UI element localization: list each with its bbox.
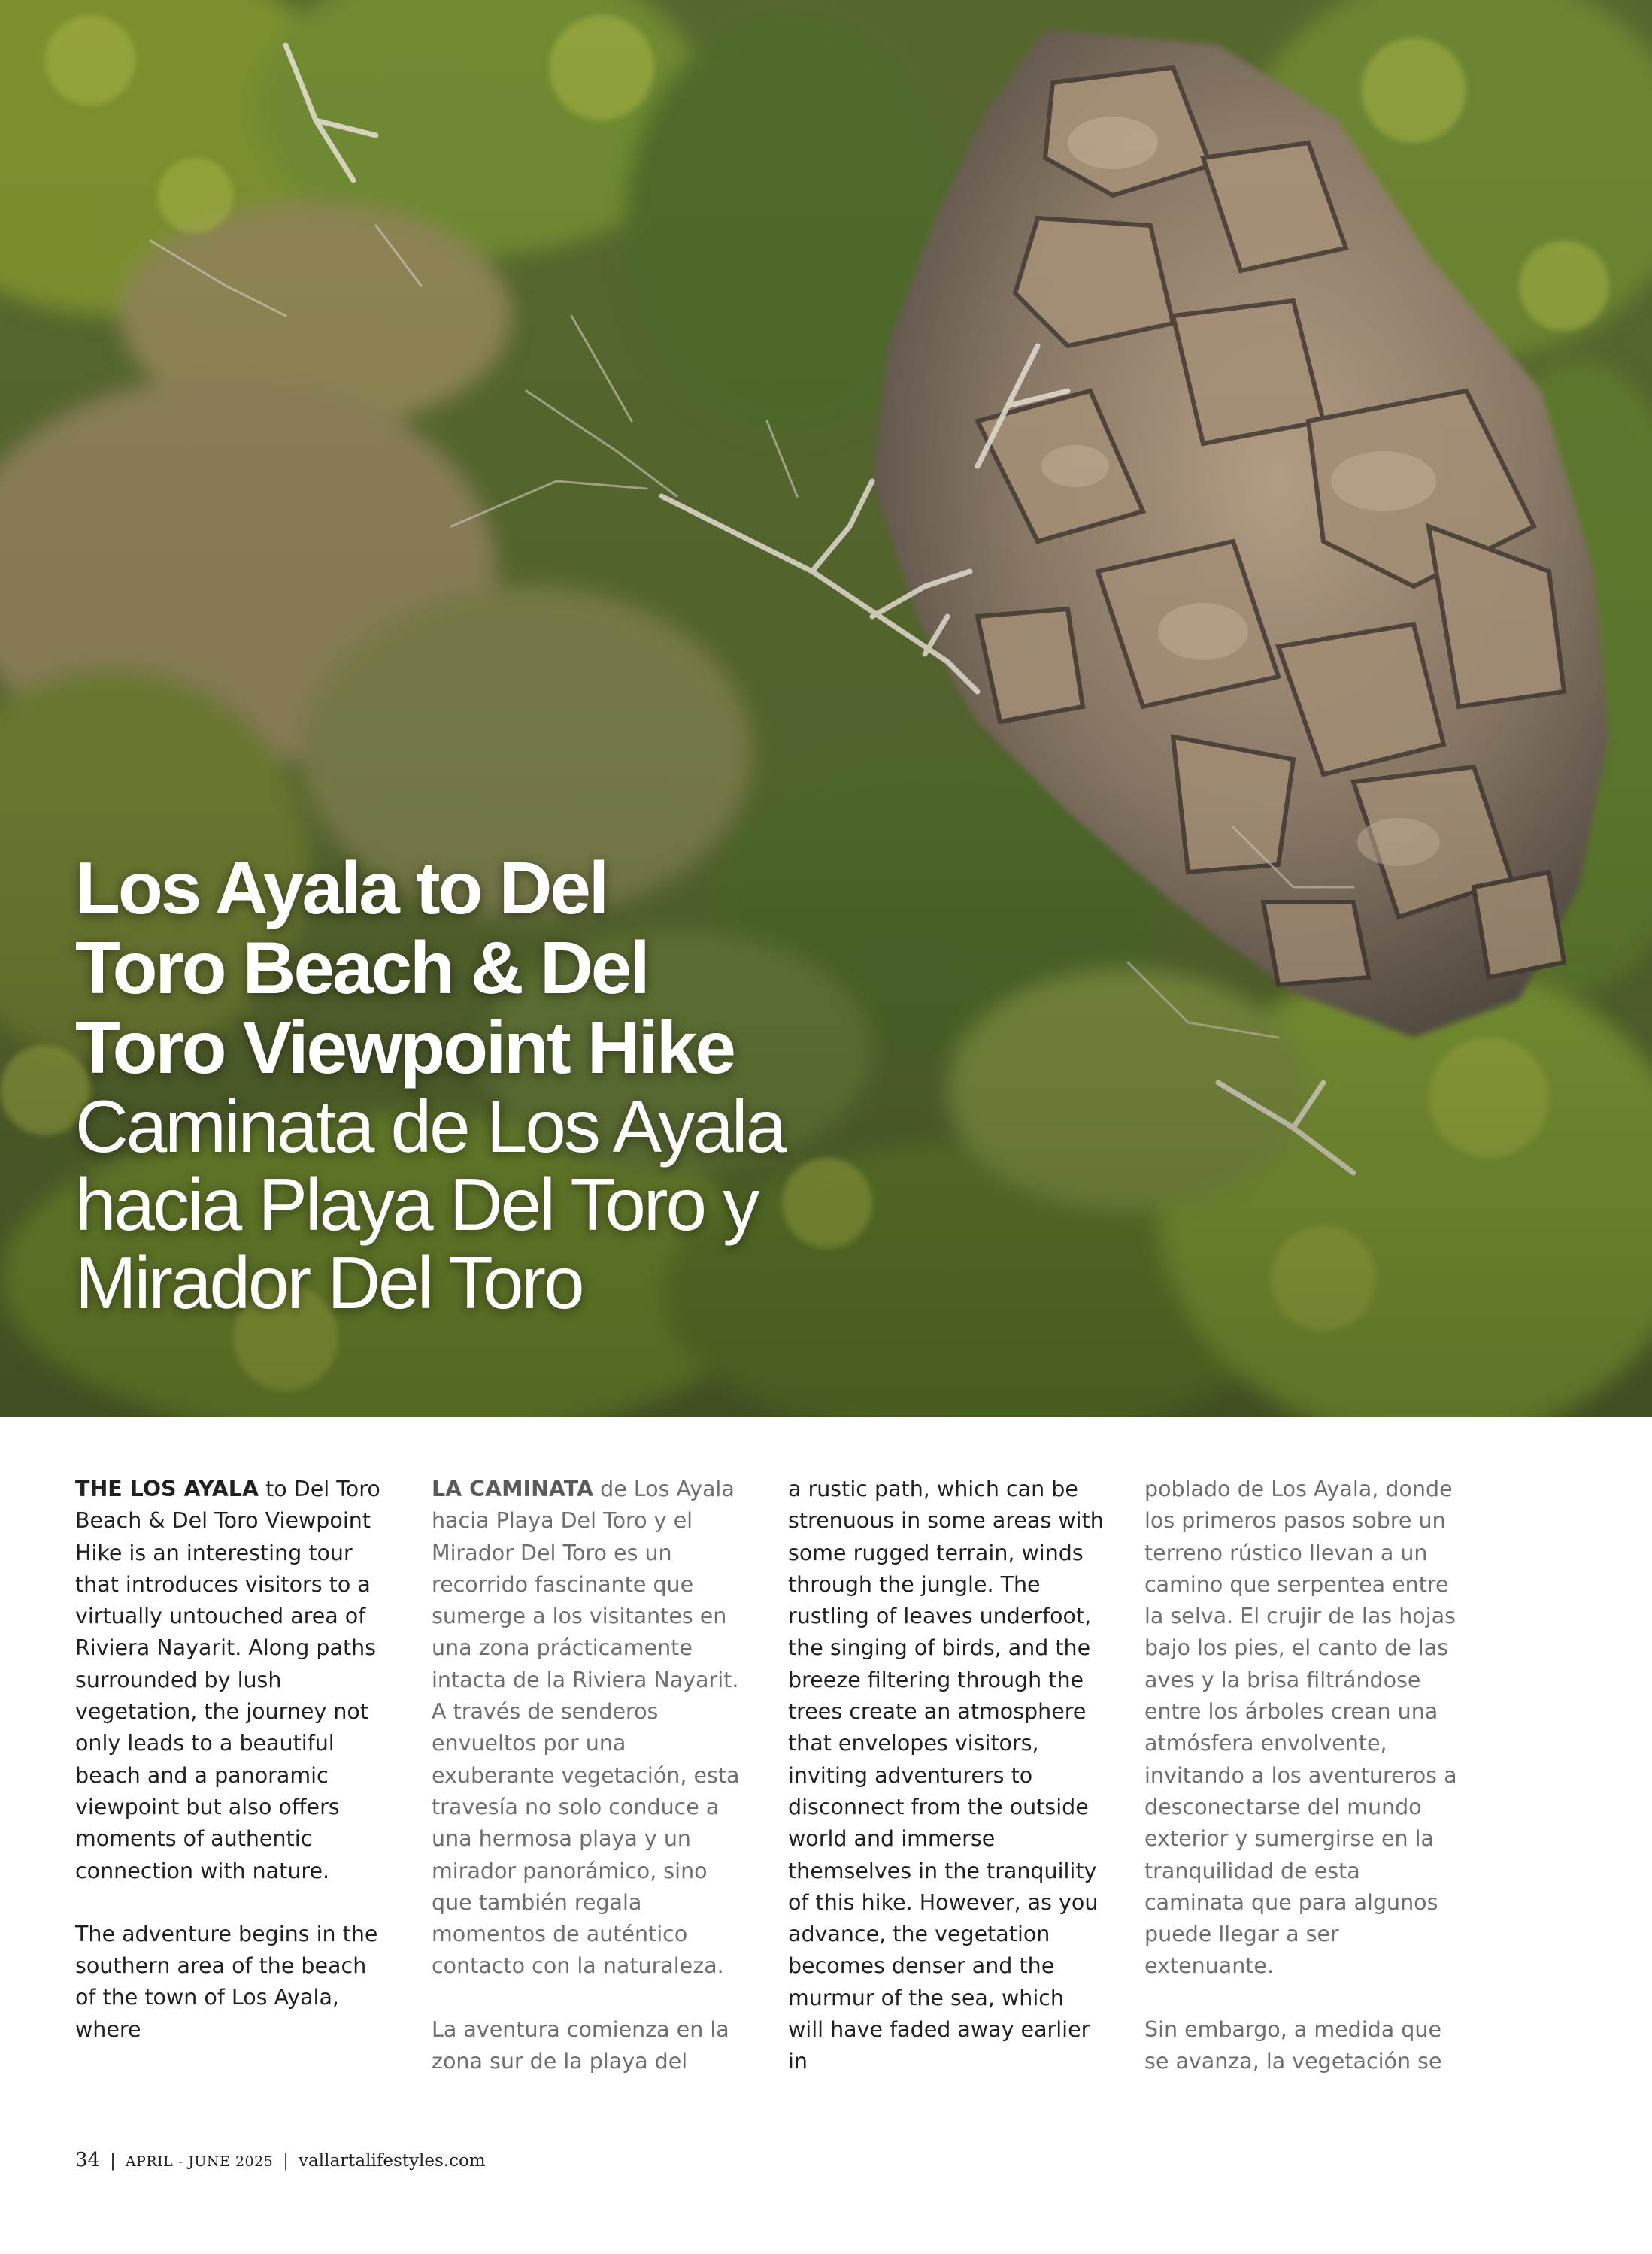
website-link[interactable]: vallartalifestyles.com	[299, 2151, 486, 2171]
paragraph-text: La aventura comienza en la zona sur de la playa del	[432, 2016, 729, 2074]
page-footer	[75, 2149, 486, 2171]
text-column-spanish-1	[432, 1474, 747, 2077]
paragraph-text: to Del Toro Beach & Del Toro Viewpoint Hike is an interesting tour that introduces visitors to a virtually untouched area of Riviera Nayarit. Along paths surrounded by lush vegetation, the journey not only leads to a beautiful beach and a panoramic viewpoint but also offers moments of authentic connection with nature.	[75, 1477, 380, 1883]
headline	[75, 848, 887, 1322]
paragraph-text: The adventure begins in the southern area of the beach of the town of Los Ayala, where	[75, 1921, 378, 2042]
title-es-line: Mirador Del Toro	[75, 1241, 583, 1324]
paragraph-text: a rustic path, which can be strenuous in some areas with some rugged terrain, winds through the jungle. The rustling of leaves underfoot, the singing of birds, and the breeze filtering through the trees create an atmosphere that envelopes visitors, inviting adventurers to disconnect from the outside world and immerse themselves in the tranquility of this hike. However, as you advance, the vegetation becomes denser and the murmur of the sea, which will have faded away earlier in	[788, 1477, 1104, 2074]
footer-separator: |	[283, 2151, 289, 2171]
title-es-line: Caminata de Los Ayala	[75, 1085, 785, 1168]
title-english	[75, 848, 887, 1087]
text-column-english-1	[75, 1474, 391, 2046]
paragraph-text: de Los Ayala hacia Playa Del Toro y el Mirador Del Toro es un recorrido fascinante que sumerge a los visitantes en una zona prácticamente intacta de la Riviera Nayarit. A través de senderos envueltos por una exuberante vegetación, esta travesía no solo conduce a una hermosa playa y un mirador panorámico, sino que también regala momentos de auténtico contacto con la naturaleza.	[432, 1477, 740, 1979]
paragraph	[432, 2014, 747, 2078]
paragraph-text: poblado de Los Ayala, donde los primeros pasos sobre un terreno rústico llevan a un camino que serpentea entre la selva. El crujir de las hojas bajo los pies, el canto de las aves y la brisa filtrándose entre los árboles crean una atmósfera envolvente, invitando a los aventureros a desconectarse del mundo exterior y sumergirse en la tranquilidad de esta caminata que para algunos puede llegar a ser extenuante.	[1144, 1477, 1457, 1979]
page-number: 34	[75, 2149, 101, 2171]
paragraph	[432, 1474, 747, 1983]
lead-in: LA CAMINATA	[432, 1477, 594, 1501]
title-en-line: Los Ayala to Del	[75, 847, 608, 929]
text-column-spanish-2	[1144, 1474, 1460, 2077]
paragraph	[788, 1474, 1104, 2078]
footer-separator: |	[110, 2151, 116, 2171]
paragraph	[1144, 1474, 1460, 1983]
paragraph-text: Sin embargo, a medida que se avanza, la vegetación se	[1144, 2016, 1442, 2074]
paragraph	[75, 1919, 391, 2046]
text-column-english-2	[788, 1474, 1104, 2078]
title-en-line: Toro Beach & Del	[75, 926, 648, 1009]
paragraph	[75, 1474, 391, 1887]
title-es-line: hacia Playa Del Toro y	[75, 1163, 758, 1246]
lead-in: THE LOS AYALA	[75, 1477, 259, 1501]
paragraph	[1144, 2014, 1460, 2078]
title-spanish	[75, 1087, 887, 1322]
issue-date: APRIL - JUNE 2025	[125, 2153, 274, 2170]
title-en-line: Toro Viewpoint Hike	[75, 1006, 734, 1089]
